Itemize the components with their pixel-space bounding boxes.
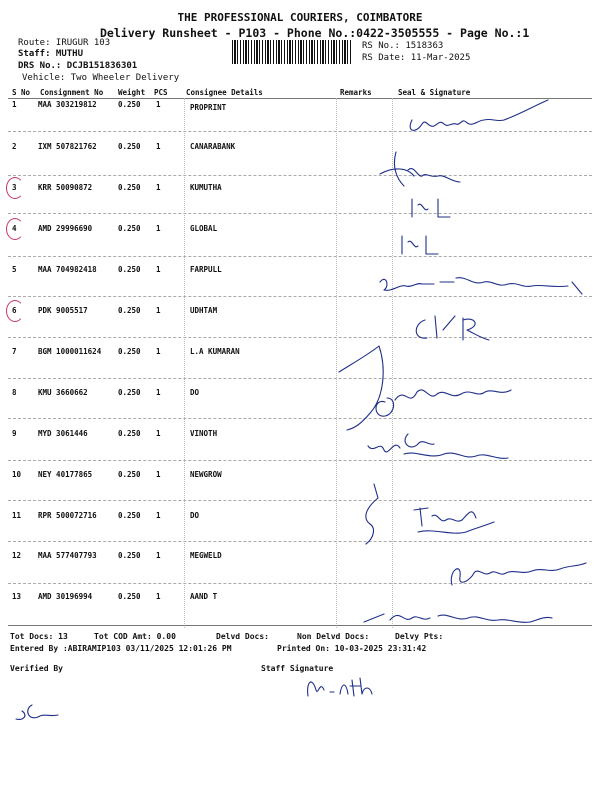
route: Route: IRUGUR 103 (18, 38, 111, 48)
row-pcs: 1 (156, 265, 161, 274)
row-sno: 8 (12, 388, 17, 397)
runsheet-title: Delivery Runsheet - P103 - Phone No.:0422-3505555 - Page No.:1 (100, 26, 530, 40)
row-sno: 10 (12, 470, 22, 479)
row-sno: 11 (12, 511, 22, 520)
col-pcs: PCS (154, 88, 168, 97)
printed-on: Printed On: 10-03-2025 23:31:42 (277, 644, 427, 653)
row-consignment: AMD 30196994 (38, 592, 93, 601)
row-weight: 0.250 (118, 388, 141, 397)
row-divider (8, 256, 592, 257)
signature-5 (372, 272, 592, 300)
row-consignment: NEY 40177865 (38, 470, 93, 479)
row-consignee: NEWGROW (190, 470, 222, 479)
row-sno: 1 (12, 100, 17, 109)
signature-9 (348, 478, 508, 548)
signature-11 (360, 598, 560, 632)
row-pcs: 1 (156, 592, 161, 601)
row-consignment: MAA 704982418 (38, 265, 97, 274)
row-weight: 0.250 (118, 224, 141, 233)
col-divider (184, 98, 185, 628)
signature-10 (440, 555, 590, 591)
row-consignee: UDHTAM (190, 306, 218, 315)
row-weight: 0.250 (118, 592, 141, 601)
row-consignment: MAA 577407793 (38, 551, 97, 560)
row-weight: 0.250 (118, 142, 141, 151)
signature-1 (400, 98, 560, 138)
row-consignment: MYD 3061446 (38, 429, 88, 438)
signature-4 (392, 232, 462, 257)
signature-3 (400, 195, 470, 220)
row-consignee: PROPRINT (190, 103, 227, 112)
row-consignment: KMU 3660662 (38, 388, 88, 397)
circle-mark (6, 218, 24, 240)
row-weight: 0.250 (118, 429, 141, 438)
row-sno: 9 (12, 429, 17, 438)
row-pcs: 1 (156, 224, 161, 233)
row-weight: 0.250 (118, 183, 141, 192)
row-consignment: IXM 507821762 (38, 142, 97, 151)
vehicle: Vehicle: Two Wheeler Delivery (22, 73, 180, 83)
row-sno: 2 (12, 142, 17, 151)
non-delivered-docs: Non Delvd Docs: (297, 632, 370, 641)
row-consignee: KUMUTHA (190, 183, 222, 192)
row-divider (8, 175, 592, 176)
staff: Staff: MUTHU (18, 49, 84, 59)
delivery-points: Delvy Pts: (395, 632, 444, 641)
row-consignee: DO (190, 511, 200, 520)
row-consignment: KRR 50090872 (38, 183, 93, 192)
row-pcs: 1 (156, 429, 161, 438)
row-sno: 5 (12, 265, 17, 274)
verified-signature (10, 695, 70, 725)
signature-2 (370, 148, 480, 193)
row-weight: 0.250 (118, 265, 141, 274)
staff-signature (300, 672, 380, 702)
delivered-docs: Delvd Docs: (216, 632, 269, 641)
row-consignment: BGM 1000011624 (38, 347, 102, 356)
row-consignee: DO (190, 388, 200, 397)
row-consignee: CANARABANK (190, 142, 236, 151)
signature-6 (405, 310, 505, 345)
col-consignment: Consignment No (40, 88, 104, 97)
rs-number: RS No.: 1518363 (362, 41, 444, 51)
row-weight: 0.250 (118, 347, 141, 356)
row-pcs: 1 (156, 511, 161, 520)
row-consignment: MAA 303219812 (38, 100, 97, 109)
row-consignee: FARPULL (190, 265, 222, 274)
entered-by: Entered By :ABIRAMIP103 03/11/2025 12:01:26 PM (10, 644, 232, 653)
row-pcs: 1 (156, 551, 161, 560)
col-weight: Weight (118, 88, 146, 97)
total-docs: Tot Docs: 13 (10, 632, 68, 641)
row-consignee: GLOBAL (190, 224, 218, 233)
verified-by: Verified By (10, 664, 63, 673)
row-consignment: AMD 29996690 (38, 224, 93, 233)
row-weight: 0.250 (118, 551, 141, 560)
rs-date: RS Date: 11-Mar-2025 (362, 53, 471, 63)
row-sno: 13 (12, 592, 22, 601)
row-sno: 7 (12, 347, 17, 356)
row-consignment: PDK 9005517 (38, 306, 88, 315)
row-sno: 12 (12, 551, 22, 560)
row-consignee: MEGWELD (190, 551, 222, 560)
row-divider (8, 213, 592, 214)
col-sno: S No (12, 88, 31, 97)
signature-7 (335, 342, 535, 432)
col-remarks: Remarks (340, 88, 372, 97)
drs-number: DRS No.: DCJB151836301 (18, 61, 138, 71)
row-weight: 0.250 (118, 100, 141, 109)
staff-signature-label: Staff Signature (261, 664, 334, 673)
row-pcs: 1 (156, 100, 161, 109)
barcode (232, 40, 352, 64)
row-consignee: L.A KUMARAN (190, 347, 240, 356)
circle-mark (6, 177, 24, 199)
row-sno: 4 (12, 224, 17, 233)
row-sno: 3 (12, 183, 17, 192)
col-signature: Seal & Signature (398, 88, 471, 97)
total-cod: Tot COD Amt: 0.00 (94, 632, 176, 641)
signature-8 (360, 420, 520, 470)
row-consignee: AAND T (190, 592, 218, 601)
row-pcs: 1 (156, 142, 161, 151)
row-pcs: 1 (156, 388, 161, 397)
row-consignment: RPR 500072716 (38, 511, 97, 520)
col-consignee: Consignee Details (186, 88, 263, 97)
circle-mark (6, 300, 24, 322)
row-weight: 0.250 (118, 306, 141, 315)
row-sno: 6 (12, 306, 17, 315)
row-weight: 0.250 (118, 470, 141, 479)
row-weight: 0.250 (118, 511, 141, 520)
row-pcs: 1 (156, 347, 161, 356)
row-pcs: 1 (156, 470, 161, 479)
row-consignee: VINOTH (190, 429, 218, 438)
row-pcs: 1 (156, 306, 161, 315)
row-pcs: 1 (156, 183, 161, 192)
company-name: THE PROFESSIONAL COURIERS, COIMBATORE (177, 11, 423, 24)
